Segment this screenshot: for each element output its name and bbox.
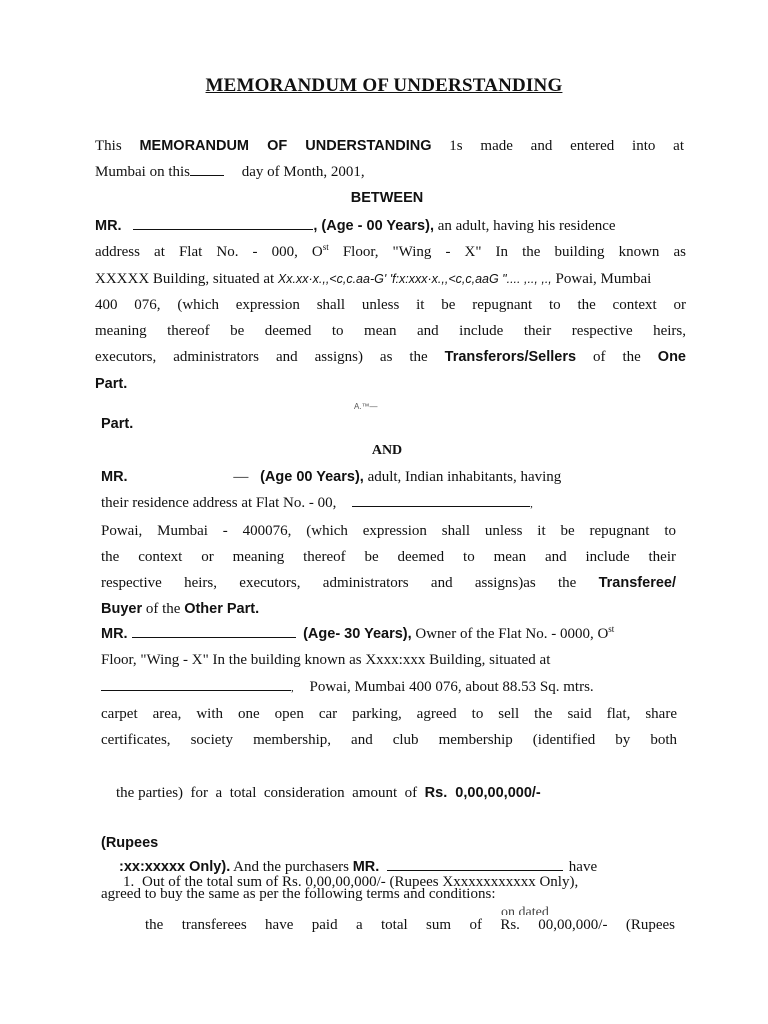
party3-line-7: (Rupees: [101, 835, 159, 852]
party1-of-the: of the: [576, 349, 658, 366]
party3-address-blank: [101, 677, 291, 691]
party2-address-blank: [352, 493, 530, 507]
party3-consideration-text: the parties) for a total consideration amount of: [116, 784, 425, 801]
party1-city: Powai, Mumbai: [551, 270, 652, 287]
party3-floor-sup: st: [608, 624, 615, 634]
scan-smudge-mark: A.™—: [354, 402, 378, 411]
document-title: MEMORANDUM OF UNDERSTANDING: [205, 75, 563, 96]
party3-purchasers-text: And the purchasers: [230, 859, 353, 876]
party3-amount-words: :xx:xxxxx Only).: [119, 859, 231, 876]
party2-other-part: Other Part.: [184, 601, 260, 618]
intro-line-1: [95, 133, 684, 159]
party3-line-9: agreed to buy the same as per the following terms and conditions:: [101, 885, 496, 902]
party3-consideration-amount: Rs. 0,00,00,000/-: [424, 784, 541, 801]
party3-line-3: [101, 674, 677, 701]
party1-floor-sup: st: [322, 242, 329, 253]
party1-line-3: [95, 266, 686, 292]
intro-line-2: [95, 159, 684, 185]
party1-paragraph: [95, 213, 686, 397]
party1-name-blank: [133, 215, 313, 230]
party1-address-a: address at Flat No. - 000, O: [95, 244, 323, 261]
party3-line-1: [101, 621, 677, 647]
party2-role-transferee: Transferee/: [598, 575, 676, 592]
party2-dash: —: [233, 469, 249, 485]
party2-role-buyer: Buyer: [101, 601, 143, 618]
party2-age: (Age 00 Years),: [260, 469, 364, 485]
term-item-1-line-2: the transferees have paid a total sum of Rs. 00,00,000/- (Rupees: [145, 917, 675, 933]
party2-line-3: Powai, Mumbai - 400076, (which expression shall unless it be repugnant to: [101, 522, 676, 539]
party1-line-7: Part.: [95, 375, 128, 392]
party3-paragraph: [101, 621, 677, 907]
party2-inhabitants-text: adult, Indian inhabitants, having: [363, 469, 562, 485]
term-item-1-line-2-wrap: [145, 912, 675, 938]
party1-role-sellers: Transferors/Sellers: [444, 349, 577, 366]
party1-one: One: [657, 349, 686, 366]
party3-owner-text: Owner of the Flat No. - 0000, O: [411, 626, 609, 642]
party2-assigns-text: respective heirs, executors, administrators and assigns)as the: [101, 575, 599, 592]
party3-age: (Age- 30 Years),: [303, 626, 412, 642]
intro-paragraph: [95, 133, 684, 186]
party3-line-4: carpet area, with one open car parking, agreed to sell the said flat, share: [101, 705, 677, 722]
party3-name-blank: [132, 623, 296, 638]
party2-comma: ,: [530, 498, 533, 511]
terms-list: [123, 869, 678, 895]
party1-garbled-address: Xx.xx·x.,,<c,c.aa-G' 'f:x:xxx·x.,,<c,c,aaG ".... ,.., ,.,: [277, 271, 552, 286]
party1-building: XXXXX Building, situated at: [95, 270, 278, 287]
and-heading: AND: [371, 443, 403, 458]
intro-text: This: [95, 138, 140, 154]
party1-mr: MR.: [95, 218, 122, 234]
party2-line-5: [101, 570, 676, 596]
intro-text-rest: 1s made and entered into at: [431, 138, 684, 154]
party1-line-1: [95, 213, 686, 239]
party3-comma: ,: [291, 681, 294, 694]
term-item-1-line-1: [123, 869, 678, 895]
term-item-1-text: Out of the total sum of Rs. 0,00,00,000/- (Rupees Xxxxxxxxxxxx Only),: [142, 874, 579, 890]
intro-mou-bold: MEMORANDUM OF UNDERSTANDING: [139, 138, 432, 154]
party1-assigns-text: executors, administrators and assigns) as the: [95, 349, 445, 366]
party1-line-2: [95, 239, 686, 265]
date-blank-line: [190, 162, 224, 176]
party2-line-6: [101, 596, 676, 622]
party2-of-the: of the: [142, 601, 185, 618]
party1-line-5: meaning thereof be deemed to mean and include their respective heirs,: [95, 323, 686, 340]
party3-mr: MR.: [101, 626, 128, 642]
party2-address: their residence address at Flat No. - 00,: [101, 495, 337, 512]
intro-date-suffix: day of Month, 2001,: [238, 164, 365, 181]
party2-paragraph: [101, 464, 676, 623]
party2-line-2: [101, 490, 676, 517]
party3-building-word: Building,: [429, 652, 486, 669]
party3-situated: situated at: [485, 652, 551, 669]
party2-line-1: [101, 464, 676, 490]
party3-line-2: [101, 647, 677, 673]
party2-mr: MR.: [101, 469, 128, 485]
party1-line-6: [95, 344, 686, 370]
term-item-1-ghost-text: on dated: [501, 906, 549, 915]
party2-line-4: the context or meaning thereof be deemed to mean and include their: [101, 548, 676, 565]
party3-purchaser-mr: MR.: [352, 859, 380, 876]
party1-age: , (Age - 00 Years),: [313, 218, 434, 234]
party3-building-text: Floor, "Wing - X" In the building known as Xxxx:xxx: [101, 652, 430, 669]
party3-line-6: [101, 753, 677, 832]
party3-location-area: Powai, Mumbai 400 076, about 88.53 Sq. mtrs.: [309, 678, 594, 695]
party3-have: have: [565, 859, 598, 876]
party1-line-4: 400 076, (which expression shall unless it be repugnant to the context or: [95, 296, 686, 313]
term-item-1-number: 1.: [123, 874, 135, 890]
party3-line-5: certificates, society membership, and club membership (identified by both: [101, 732, 677, 749]
intro-date-prefix: Mumbai on this: [95, 164, 191, 181]
party1-address-b: Floor, "Wing - X" In the building known as: [328, 244, 686, 261]
party1-residence-text: an adult, having his residence: [433, 218, 616, 234]
between-heading: BETWEEN: [350, 190, 424, 206]
part-repeat-label: Part.: [101, 416, 134, 432]
